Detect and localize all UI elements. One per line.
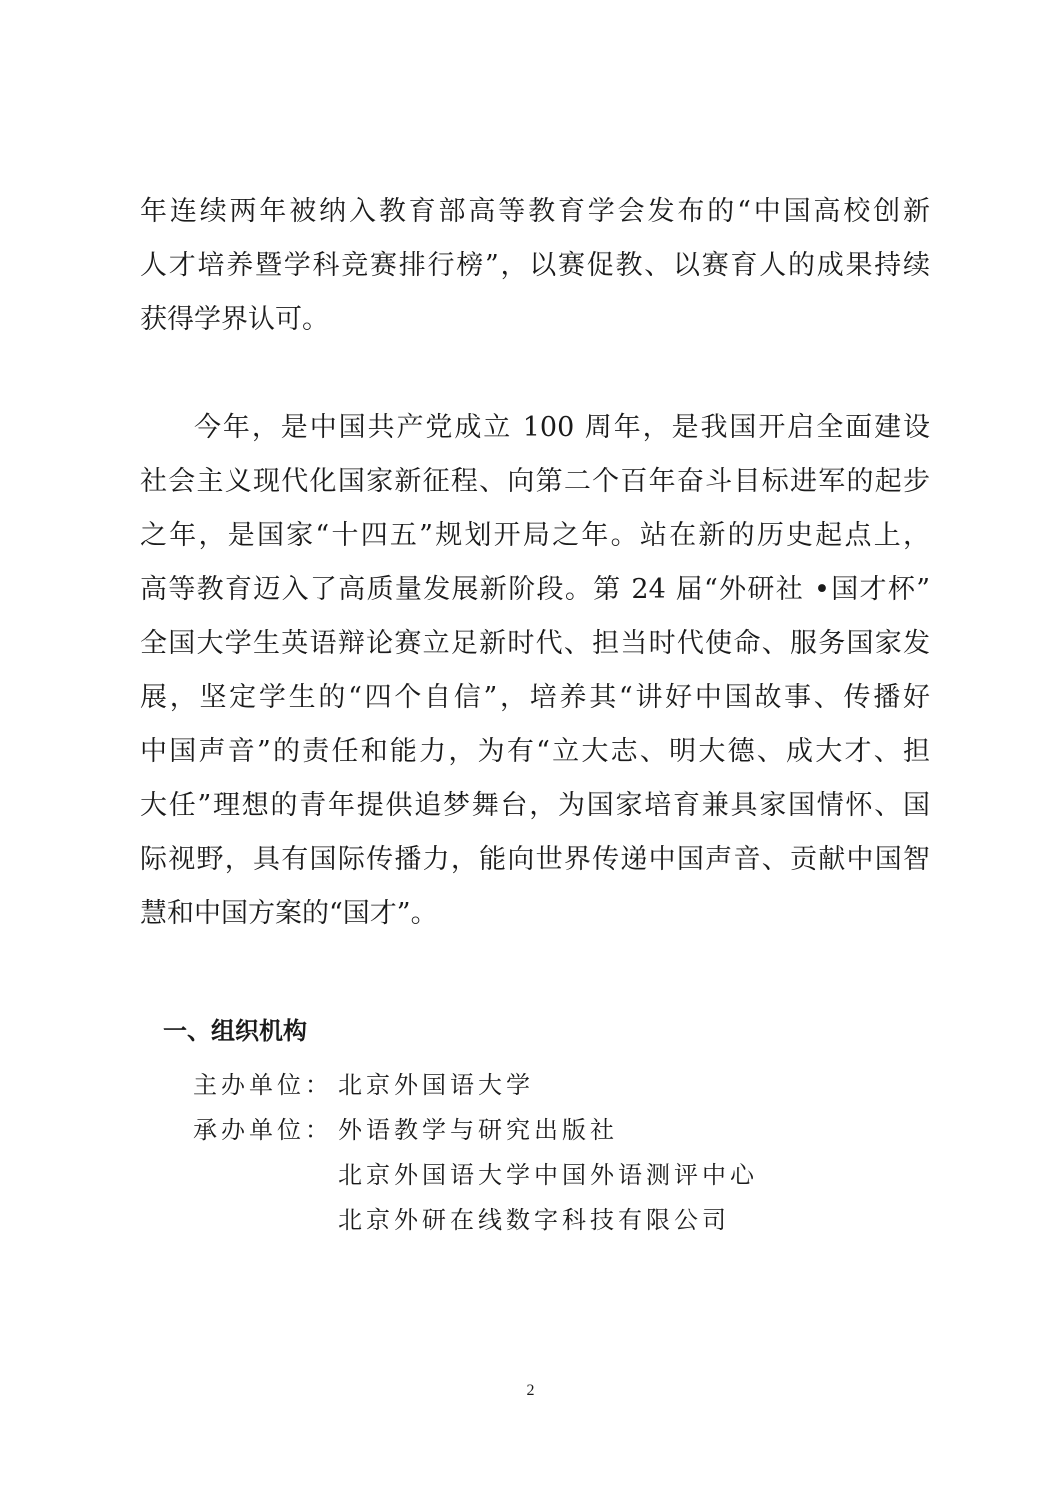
text-line-indented: 今年，是中国共产党成立 100 周年，是我国开启全面建设: [194, 412, 930, 443]
page-number: 2: [526, 1382, 535, 1399]
text-line: 全国大学生英语辩论赛立足新时代、担当时代使命、服务国家发: [140, 628, 930, 659]
co-organizer-label: 承办单位：: [193, 1116, 333, 1144]
text-line: 慧和中国方案的“国才”。: [140, 898, 438, 929]
co-organizer-value: 北京外研在线数字科技有限公司: [338, 1206, 730, 1234]
text-line: 大任”理想的青年提供追梦舞台，为国家培育兼具家国情怀、国: [140, 790, 930, 821]
co-organizer-row: [0, 1115, 1061, 1145]
text-line: 年连续两年被纳入教育部高等教育学会发布的“中国高校创新: [140, 196, 930, 227]
organizer-value: 北京外国语大学: [338, 1071, 534, 1099]
text-line: 之年，是国家“十四五”规划开局之年。站在新的历史起点上，: [140, 520, 930, 551]
co-organizer-row: [0, 1160, 1061, 1190]
text-line: 获得学界认可。: [140, 304, 329, 335]
section-heading: 一、组织机构: [163, 1017, 307, 1045]
co-organizer-value: 外语教学与研究出版社: [338, 1116, 618, 1144]
text-line: 中国声音”的责任和能力，为有“立大志、明大德、成大才、担: [140, 736, 930, 767]
co-organizer-row: [0, 1205, 1061, 1235]
text-line: 展，坚定学生的“四个自信”，培养其“讲好中国故事、传播好: [140, 682, 930, 713]
text-line: 高等教育迈入了高质量发展新阶段。第 24 届“外研社 •国才杯”: [140, 574, 930, 605]
organizer-label: 主办单位：: [193, 1071, 333, 1099]
text-line: 人才培养暨学科竞赛排行榜”，以赛促教、以赛育人的成果持续: [140, 250, 930, 281]
text-line: 际视野，具有国际传播力，能向世界传递中国声音、贡献中国智: [140, 844, 930, 875]
text-line: 社会主义现代化国家新征程、向第二个百年奋斗目标进军的起步: [140, 466, 930, 497]
organizer-row: [0, 1070, 1061, 1100]
co-organizer-value: 北京外国语大学中国外语测评中心: [338, 1161, 758, 1189]
